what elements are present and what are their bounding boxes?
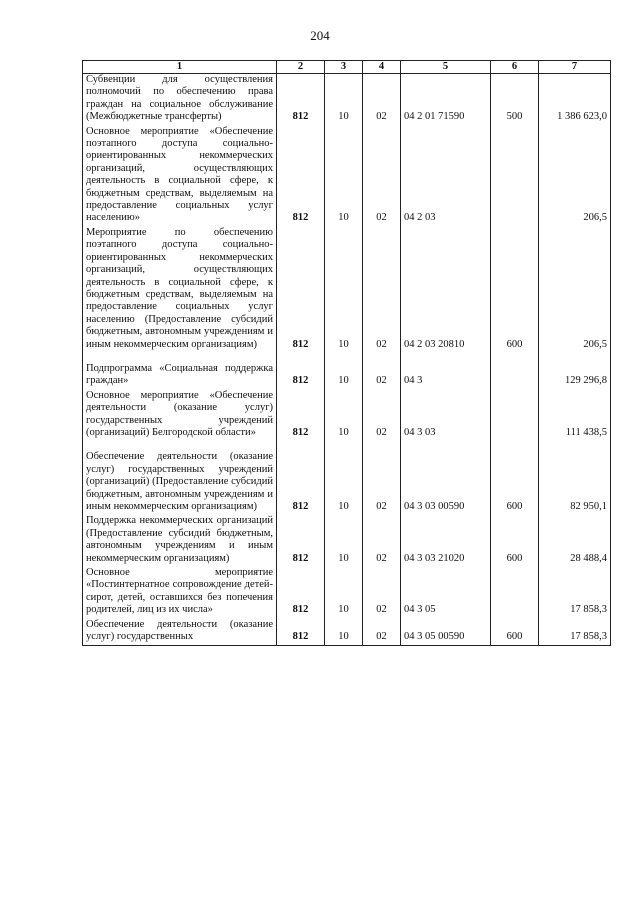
row-amount: 28 488,4: [539, 515, 611, 567]
row-expense-type: [491, 363, 539, 390]
header-col-5: 5: [401, 61, 491, 74]
row-spacer: [83, 441, 611, 451]
row-target-code: 04 3: [401, 363, 491, 390]
row-name: Основное мероприятие «Обеспечение деятельности (оказание услуг) государственных учреждений (организаций) Белгородской области»: [83, 390, 277, 442]
row-expense-type: 600: [491, 619, 539, 646]
table-row: [83, 567, 611, 619]
row-amount: 1 386 623,0: [539, 74, 611, 126]
row-section: 10: [325, 390, 363, 442]
row-name: Основное мероприятие «Постинтернатное сопровождение детей-сирот, детей, оставшихся без попечения родителей, лиц из их числа»: [83, 567, 277, 619]
row-name: Субвенции для осуществления полномочий по обеспечению права граждан на социальное обслуживание (Межбюджетные трансферты): [83, 74, 277, 126]
row-spacer: [83, 353, 611, 363]
row-ministry-code: 812: [277, 390, 325, 442]
row-subsection: 02: [363, 390, 401, 442]
row-ministry-code: 812: [277, 74, 325, 126]
row-target-code: 04 3 05: [401, 567, 491, 619]
row-section: 10: [325, 619, 363, 646]
row-amount: 82 950,1: [539, 451, 611, 515]
row-expense-type: [491, 390, 539, 442]
header-col-7: 7: [539, 61, 611, 74]
header-col-3: 3: [325, 61, 363, 74]
row-target-code: 04 3 03 21020: [401, 515, 491, 567]
row-expense-type: 600: [491, 227, 539, 353]
row-ministry-code: 812: [277, 363, 325, 390]
row-ministry-code: 812: [277, 126, 325, 227]
row-name: Поддержка некоммерческих организаций (Предоставление субсидий бюджетным, автономным учреждениям и иным некоммерческим организациям): [83, 515, 277, 567]
row-ministry-code: 812: [277, 619, 325, 646]
row-name: Мероприятие по обеспечению поэтапного доступа социально-ориентированных некоммерческих организаций, осуществляющих деятельность в социальной сфере, к бюджетным средствам, выделяемым на предоставление социальных услуг населению (Предоставление субсидий бюджетным, автономным учреждениям и иным некоммерческим организациям): [83, 227, 277, 353]
table-row: [83, 451, 611, 515]
header-col-4: 4: [363, 61, 401, 74]
header-col-2: 2: [277, 61, 325, 74]
row-amount: 17 858,3: [539, 567, 611, 619]
row-ministry-code: 812: [277, 227, 325, 353]
row-target-code: 04 3 05 00590: [401, 619, 491, 646]
row-section: 10: [325, 515, 363, 567]
row-target-code: 04 2 03: [401, 126, 491, 227]
page-number: 204: [310, 28, 330, 43]
header-col-1: 1: [83, 61, 277, 74]
table-row: [83, 227, 611, 353]
row-target-code: 04 3 03: [401, 390, 491, 442]
row-ministry-code: 812: [277, 515, 325, 567]
table-row: [83, 363, 611, 390]
row-section: 10: [325, 126, 363, 227]
row-amount: 129 296,8: [539, 363, 611, 390]
row-target-code: 04 3 03 00590: [401, 451, 491, 515]
table-row: [83, 390, 611, 442]
header-col-6: 6: [491, 61, 539, 74]
row-name: Обеспечение деятельности (оказание услуг) государственных: [83, 619, 277, 646]
row-section: 10: [325, 227, 363, 353]
row-subsection: 02: [363, 74, 401, 126]
table-row: [83, 126, 611, 227]
row-subsection: 02: [363, 126, 401, 227]
row-target-code: 04 2 03 20810: [401, 227, 491, 353]
row-section: 10: [325, 363, 363, 390]
row-expense-type: [491, 126, 539, 227]
row-expense-type: [491, 567, 539, 619]
row-ministry-code: 812: [277, 567, 325, 619]
row-subsection: 02: [363, 515, 401, 567]
table-row: [83, 619, 611, 646]
row-name: Основное мероприятие «Обеспечение поэтапного доступа социально-ориентированных некоммерческих организаций, осуществляющих деятельность в социальной сфере, к бюджетным средствам, выделяемым на предоставление социальных услуг населению»: [83, 126, 277, 227]
row-expense-type: 500: [491, 74, 539, 126]
table-row: [83, 74, 611, 126]
row-target-code: 04 2 01 71590: [401, 74, 491, 126]
row-expense-type: 600: [491, 515, 539, 567]
row-name: Обеспечение деятельности (оказание услуг) государственных учреждений (организаций) (Предоставление субсидий бюджетным, автономным учреждениям и иным некоммерческим организациям): [83, 451, 277, 515]
budget-table: [82, 60, 611, 646]
table-row: [83, 515, 611, 567]
row-amount: 206,5: [539, 126, 611, 227]
row-amount: 111 438,5: [539, 390, 611, 442]
row-section: 10: [325, 567, 363, 619]
row-ministry-code: 812: [277, 451, 325, 515]
row-expense-type: 600: [491, 451, 539, 515]
row-subsection: 02: [363, 363, 401, 390]
header-row: [83, 61, 611, 74]
row-subsection: 02: [363, 567, 401, 619]
row-name: Подпрограмма «Социальная поддержка граждан»: [83, 363, 277, 390]
row-amount: 206,5: [539, 227, 611, 353]
row-subsection: 02: [363, 227, 401, 353]
row-section: 10: [325, 451, 363, 515]
row-subsection: 02: [363, 619, 401, 646]
row-subsection: 02: [363, 451, 401, 515]
row-section: 10: [325, 74, 363, 126]
row-amount: 17 858,3: [539, 619, 611, 646]
